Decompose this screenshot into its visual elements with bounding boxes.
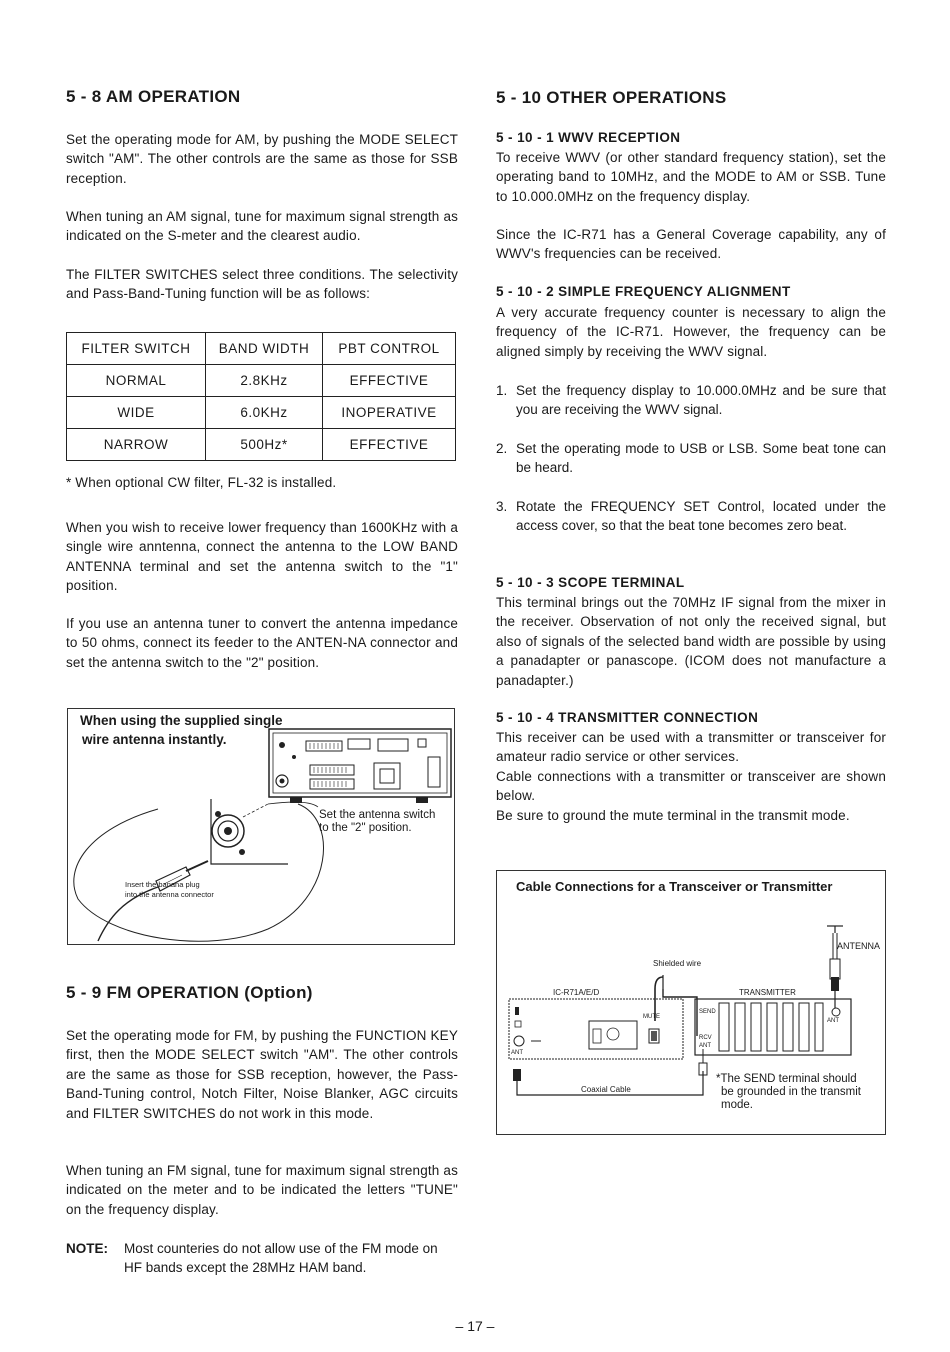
antenna-figure-caption-2: wire antenna instantly. bbox=[82, 732, 227, 747]
coaxial-cable-label: Coaxial Cable bbox=[581, 1085, 631, 1094]
section-title-am-operation: 5 - 8 AM OPERATION bbox=[66, 87, 241, 106]
page-number: – 17 – bbox=[455, 1318, 495, 1334]
am-paragraph-5: If you use an antenna tuner to convert the antenna impedance to 50 ohms, connect its feeder to the ANTEN-NA connector and set the antenna switch to the "2" position. bbox=[66, 616, 458, 670]
list-item-number: 1. bbox=[496, 383, 508, 398]
antenna-switch-callout-1: Set the antenna switch bbox=[319, 809, 436, 821]
table-cell: NARROW bbox=[67, 429, 206, 461]
table-header-cell: FILTER SWITCH bbox=[67, 333, 206, 365]
table-cell: EFFECTIVE bbox=[323, 365, 456, 397]
transmitter-label: TRANSMITTER bbox=[739, 988, 796, 997]
subsection-title-frequency-alignment: 5 - 10 - 2 SIMPLE FREQUENCY ALIGNMENT bbox=[496, 284, 791, 299]
table-header-row bbox=[67, 333, 456, 365]
note-label: NOTE: bbox=[66, 1241, 108, 1256]
table-row bbox=[67, 365, 456, 397]
antenna-figure-caption-1: When using the supplied single bbox=[80, 713, 283, 728]
rcv-ant-label-2: ANT bbox=[699, 1043, 711, 1049]
am-paragraph-4: When you wish to receive lower frequency than 1600KHz with a single wire anntenna, connect the antenna to the LOW BAND ANTENNA terminal and set the antenna switch to the "1" position. bbox=[66, 520, 458, 594]
shielded-wire-label: Shielded wire bbox=[653, 959, 702, 968]
cable-figure-caption: Cable Connections for a Transceiver or Transmitter bbox=[516, 879, 833, 894]
rcv-ant-label-1: RCV bbox=[699, 1035, 712, 1041]
table-header-cell: BAND WIDTH bbox=[206, 333, 323, 365]
transmitter-ant-label: ANT bbox=[827, 1018, 839, 1024]
scope-paragraph: This terminal brings out the 70MHz IF signal from the mixer in the receiver. Observation of not only the received signal, but also of signals of the selected band width are possible by using a panadapter or panascope. (ICOM does not manufacture a panadapter.) bbox=[496, 595, 886, 688]
table-cell: WIDE bbox=[67, 397, 206, 429]
send-terminal-label: SEND bbox=[699, 1009, 716, 1015]
subsection-title-wwv-reception: 5 - 10 - 1 WWV RECEPTION bbox=[496, 130, 681, 145]
note-text: Most counteries do not allow use of the FM mode on HF bands except the 28MHz HAM band. bbox=[124, 1241, 438, 1276]
fm-paragraph-2: When tuning an FM signal, tune for maximum signal strength as indicated on the meter and to be indicated the letters "TUNE" on the frequency display. bbox=[66, 1163, 458, 1217]
table-row bbox=[67, 397, 456, 429]
table-cell: 2.8KHz bbox=[206, 365, 323, 397]
send-ground-note-3: mode. bbox=[721, 1099, 753, 1111]
table-cell: 6.0KHz bbox=[206, 397, 323, 429]
list-item-text: Set the frequency display to 10.000.0MHz and be sure that you are receiving the WWV signal. bbox=[516, 383, 886, 418]
list-item-number: 2. bbox=[496, 441, 508, 456]
table-cell: INOPERATIVE bbox=[323, 397, 456, 429]
antenna-label: ANTENNA bbox=[837, 941, 881, 951]
list-item-number: 3. bbox=[496, 499, 508, 514]
wwv-paragraph-2: Since the IC-R71 has a General Coverage capability, any of WWV's frequencies can be received. bbox=[496, 227, 886, 262]
fm-paragraph-1: Set the operating mode for FM, by pushing the FUNCTION KEY first, then the MODE SELECT switch "AM". The other controls are the same as those for SSB reception, however, the Pass-Band-Tuning control, Notch Filter, Noise Blanker, AGC circuits and FILTER SWITCHES do not work in this mode. bbox=[66, 1028, 458, 1121]
transmitter-paragraph-2: Cable connections with a transmitter or transceiver are shown below. bbox=[496, 769, 886, 804]
filter-switch-table bbox=[66, 332, 456, 461]
subsection-title-scope-terminal: 5 - 10 - 3 SCOPE TERMINAL bbox=[496, 575, 685, 590]
send-ground-note-1: *The SEND terminal should bbox=[716, 1073, 857, 1085]
send-ground-note-2: be grounded in the transmit bbox=[721, 1086, 862, 1098]
section-title-fm-operation: 5 - 9 FM OPERATION (Option) bbox=[66, 983, 313, 1002]
alignment-paragraph: A very accurate frequency counter is necessary to align the frequency of the IC-R71. However, the frequency can be aligned simply by receiving the WWV signal. bbox=[496, 305, 886, 359]
mute-terminal-label: MUTE bbox=[643, 1014, 660, 1020]
antenna-switch-callout-2: to the "2" position. bbox=[319, 822, 412, 834]
transmitter-paragraph-3: Be sure to ground the mute terminal in the transmit mode. bbox=[496, 808, 850, 823]
list-item-text: Rotate the FREQUENCY SET Control, located under the access cover, so that the beat tone becomes zero beat. bbox=[516, 499, 886, 534]
wwv-paragraph-1: To receive WWV (or other standard frequency station), set the operating band to 10MHz, and the MODE to AM or SSB. Tune to 10.000.0MHz on the frequency display. bbox=[496, 150, 886, 204]
table-header-cell: PBT CONTROL bbox=[323, 333, 456, 365]
receiver-ant-label: ANT bbox=[511, 1050, 523, 1056]
am-paragraph-2: When tuning an AM signal, tune for maximum signal strength as indicated on the S-meter and the clearest audio. bbox=[66, 209, 458, 244]
transmitter-paragraph-1: This receiver can be used with a transmitter or transceiver for amateur radio service or other services. bbox=[496, 730, 886, 765]
am-footnote: * When optional CW filter, FL-32 is installed. bbox=[66, 475, 337, 490]
am-paragraph-1: Set the operating mode for AM, by pushing the MODE SELECT switch "AM". The other controls are the same as those for SSB reception. bbox=[66, 132, 458, 186]
list-item-text: Set the operating mode to USB or LSB. Some beat tone can be heard. bbox=[516, 441, 886, 476]
table-row bbox=[67, 429, 456, 461]
am-paragraph-3: The FILTER SWITCHES select three conditions. The selectivity and Pass-Band-Tuning function will be as follows: bbox=[66, 267, 458, 302]
table-cell: 500Hz* bbox=[206, 429, 323, 461]
table-cell: EFFECTIVE bbox=[323, 429, 456, 461]
table-cell: NORMAL bbox=[67, 365, 206, 397]
receiver-label: IC-R71A/E/D bbox=[553, 988, 600, 997]
cable-connections-figure bbox=[496, 870, 886, 1135]
antenna-figure bbox=[67, 708, 455, 945]
subsection-title-transmitter-connection: 5 - 10 - 4 TRANSMITTER CONNECTION bbox=[496, 710, 759, 725]
banana-plug-note-1: Insert the banana plug bbox=[125, 880, 200, 889]
banana-plug-note-2: into the antenna connector bbox=[125, 890, 214, 899]
section-title-other-operations: 5 - 10 OTHER OPERATIONS bbox=[496, 88, 727, 107]
